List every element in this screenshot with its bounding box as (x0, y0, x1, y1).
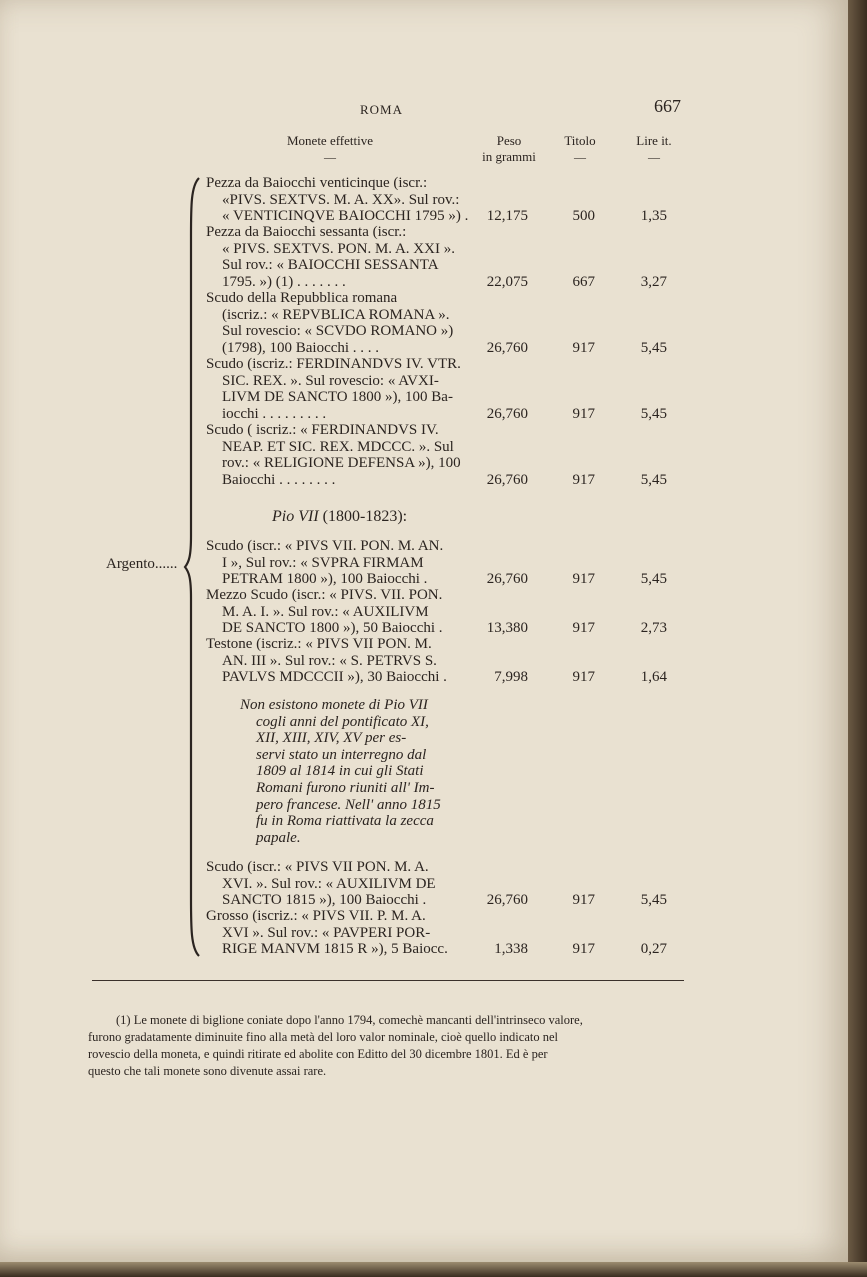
note-line: 1809 al 1814 in cui gli Stati (256, 763, 424, 780)
book-spine (848, 0, 867, 1277)
running-head: ROMA (360, 102, 404, 117)
note-line: Romani furono riuniti all' Im- (256, 779, 435, 796)
curly-brace-icon (183, 176, 203, 958)
coin-value-lire: 5,45 (640, 571, 667, 587)
coin-description-line: Testone (iscriz.: « PIVS VII PON. M. (206, 636, 432, 652)
coin-description-line: rov.: « RELIGIONE DEFENSA »), 100 (222, 455, 461, 471)
column-dash: — (574, 150, 586, 164)
coin-fineness: 917 (572, 471, 595, 488)
coin-description-line: Scudo della Repubblica romana (206, 290, 398, 306)
coin-description-line: « VENTICINQVE BAIOCCHI 1795 ») . (222, 208, 469, 224)
coin-description-line: (iscriz.: « REPVBLICA ROMANA ». (222, 306, 450, 323)
footnote (88, 1012, 692, 1080)
coin-entry (206, 538, 454, 588)
coin-description-line: Sul rov.: « BAIOCCHI SESSANTA (222, 257, 439, 273)
note-line: Non esistono monete di Pio VII (240, 697, 428, 713)
column-dash: — (324, 150, 336, 164)
note-line: fu in Roma riattivata la zecca (256, 813, 434, 830)
coin-value-lire: 5,45 (640, 339, 667, 356)
footnote-divider (92, 980, 684, 981)
coin-description-line: Scudo (iscr.: « PIVS VII. PON. M. AN. (206, 538, 444, 554)
coin-value-lire: 3,27 (640, 273, 667, 290)
footnote-line: furono gradatamente diminuite fino alla metà del loro valor nominale, cioè quello indicato nel (88, 1030, 558, 1044)
page-bottom-edge (0, 1262, 867, 1277)
coin-value-lire: 5,45 (640, 892, 667, 908)
coin-fineness: 917 (572, 405, 595, 422)
column-header-titolo-label: Titolo (564, 133, 596, 148)
coin-weight: 1,338 (494, 941, 528, 957)
section-heading-pio-vii (272, 508, 407, 526)
note-line: XII, XIII, XIV, XV per es- (256, 730, 407, 747)
coin-entry (206, 356, 461, 422)
coin-description-line: PAVLVS MDCCCII »), 30 Baiocchi . (222, 669, 447, 685)
coin-entry (206, 908, 454, 958)
page-number: 667 (654, 96, 681, 116)
coin-description-line: SIC. REX. ». Sul rovescio: « AVXI- (222, 372, 439, 389)
coin-value-lire: 5,45 (640, 405, 667, 422)
coin-description-line: Scudo (iscriz.: FERDINANDVS IV. VTR. (206, 356, 461, 372)
coin-description-line: Scudo ( iscriz.: « FERDINANDVS IV. (206, 422, 439, 438)
section-heading-name: Pio VII (272, 508, 319, 525)
coin-weight: 26,760 (486, 892, 528, 908)
coin-description-line: DE SANCTO 1800 »), 50 Baiocchi . (222, 620, 443, 636)
column-header-monete-label: Monete effettive (286, 133, 374, 148)
coin-description-line: AN. III ». Sul rov.: « S. PETRVS S. (222, 652, 437, 669)
column-header-lire (626, 133, 682, 165)
coin-weight: 26,760 (486, 339, 528, 356)
coin-entry (206, 587, 454, 637)
coin-value-lire: 2,73 (640, 620, 667, 636)
coin-description-line: NEAP. ET SIC. REX. MDCCC. ». Sul (222, 438, 454, 455)
coin-description-line: Mezzo Scudo (iscr.: « PIVS. VII. PON. (206, 587, 443, 603)
coin-description-line: Pezza da Baiocchi sessanta (iscr.: (206, 224, 407, 240)
coin-entry (206, 859, 454, 909)
column-header-peso-label: Peso (496, 133, 522, 148)
coin-value-lire: 0,27 (640, 941, 667, 957)
coin-entry (206, 290, 454, 356)
coin-weight: 26,760 (486, 471, 528, 488)
coin-entry (206, 422, 461, 488)
coin-description-line: XVI. ». Sul rov.: « AUXILIVM DE (222, 875, 436, 892)
historical-note (240, 697, 490, 846)
coin-description-line: « PIVS. SEXTVS. PON. M. A. XXI ». (222, 240, 455, 257)
section-heading-years: (1800-1823): (322, 508, 408, 525)
coin-entry (206, 224, 454, 290)
coin-value-lire: 5,45 (640, 471, 667, 488)
column-header-peso (470, 133, 548, 165)
coin-weight: 26,760 (486, 571, 528, 587)
coin-description-line: RIGE MANVM 1815 R »), 5 Baiocc. (222, 941, 448, 957)
coin-fineness: 917 (572, 620, 595, 636)
coin-description-line: LIVM DE SANCTO 1800 »), 100 Ba- (222, 389, 453, 405)
column-header-titolo (552, 133, 608, 165)
coin-value-lire: 1,64 (640, 669, 667, 685)
coin-value-lire: 1,35 (640, 208, 667, 224)
column-header-peso-unit: in grammi (482, 149, 536, 164)
coin-entry (206, 175, 469, 225)
coin-fineness: 917 (572, 571, 595, 587)
coin-description-line: Sul rovescio: « SCVDO ROMANO ») (222, 323, 454, 339)
coin-weight: 7,998 (494, 669, 528, 685)
footnote-line: rovescio della moneta, e quindi ritirate ed abolite con Editto del 30 dicembre 1801. Ed è per (88, 1047, 548, 1061)
coin-description-line: Grosso (iscriz.: « PIVS VII. P. M. A. (206, 908, 426, 924)
column-header-monete (280, 133, 380, 165)
coin-description-line: Baiocchi . . . . . . . . (222, 471, 336, 488)
coin-fineness: 917 (572, 941, 595, 957)
coin-description-line: iocchi . . . . . . . . . (222, 405, 327, 422)
note-line: servi stato un interregno dal (256, 746, 427, 763)
footnote-line: (1) Le monete di biglione coniate dopo l'anno 1794, comechè mancanti dell'intrinseco valore, (116, 1013, 583, 1027)
note-line: pero francese. Nell' anno 1815 (256, 796, 441, 813)
coin-fineness: 667 (572, 273, 595, 290)
note-line: cogli anni del pontificato XI, (256, 713, 429, 730)
coin-description-line: SANCTO 1815 »), 100 Baiocchi . (222, 892, 427, 908)
footnote-line: questo che tali monete sono divenute assai rare. (88, 1064, 327, 1078)
coin-description-line: (1798), 100 Baiocchi . . . . (222, 339, 380, 356)
coin-description-line: 1795. ») (1) . . . . . . . (222, 273, 346, 290)
coin-description-line: Scudo (iscr.: « PIVS VII PON. M. A. (206, 859, 429, 875)
coin-weight: 12,175 (486, 208, 528, 224)
column-dash: — (648, 150, 660, 164)
coin-description-line: Pezza da Baiocchi venticinque (iscr.: (206, 175, 428, 191)
coin-fineness: 917 (572, 339, 595, 356)
note-line: papale. (256, 829, 301, 846)
coin-description-line: I », Sul rov.: « SVPRA FIRMAM (222, 554, 424, 571)
coin-fineness: 917 (572, 669, 595, 685)
coin-weight: 26,760 (486, 405, 528, 422)
coin-weight: 13,380 (486, 620, 528, 636)
coin-entry (206, 636, 454, 686)
coin-fineness: 500 (572, 208, 595, 224)
group-label-argento: Argento...... (106, 556, 178, 572)
coin-description-line: XVI ». Sul rov.: « PAVPERI POR- (222, 924, 431, 941)
coin-description-line: PETRAM 1800 »), 100 Baiocchi . (222, 571, 428, 587)
column-header-lire-label: Lire it. (636, 133, 672, 148)
coin-weight: 22,075 (486, 273, 528, 290)
coin-description-line: «PIVS. SEXTVS. M. A. XX». Sul rov.: (222, 191, 460, 208)
coin-fineness: 917 (572, 892, 595, 908)
coin-description-line: M. A. I. ». Sul rov.: « AUXILIVM (222, 603, 429, 620)
